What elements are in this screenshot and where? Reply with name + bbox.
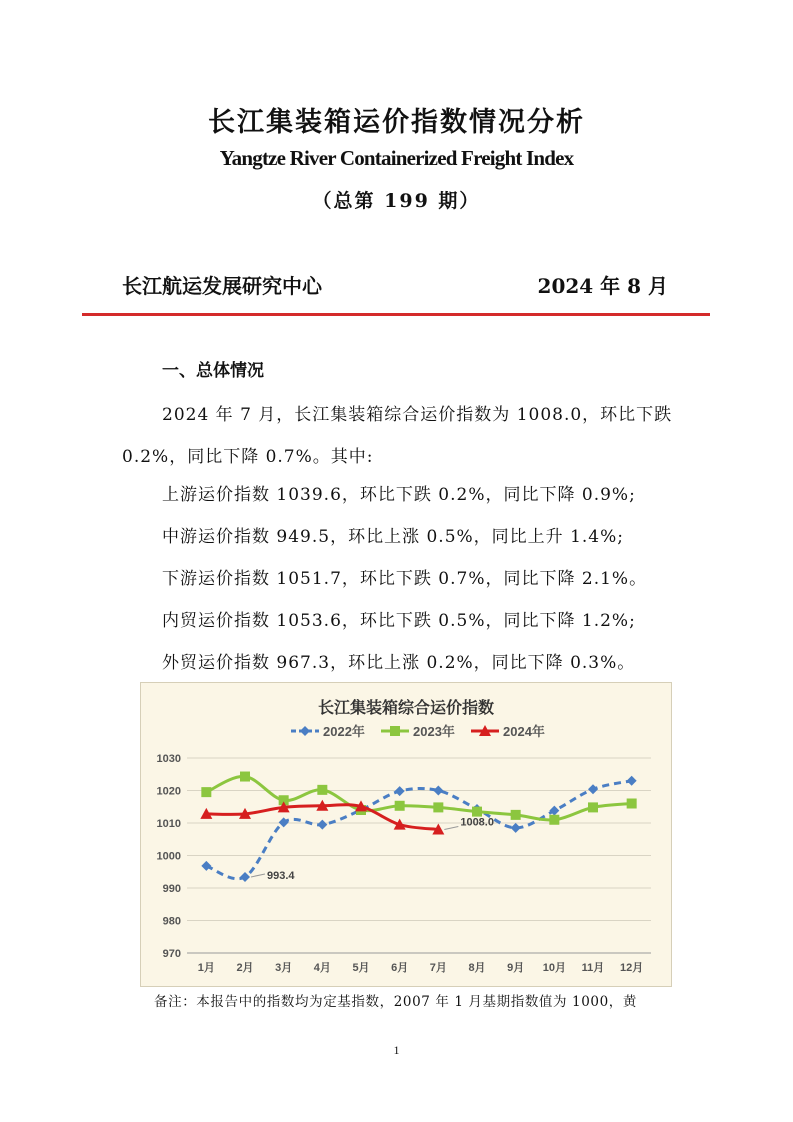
chart-title: 长江集装箱综合运价指数 xyxy=(317,700,495,717)
report-title: 长江集装箱运价指数情况分析 xyxy=(208,107,585,138)
data-label: 993.4 xyxy=(267,869,295,882)
x-tick-label: 7月 xyxy=(429,962,447,974)
x-tick-label: 3月 xyxy=(275,962,293,974)
section-heading: 一、总体情况 xyxy=(162,361,264,381)
x-tick-label: 9月 xyxy=(507,962,525,974)
x-tick-label: 12月 xyxy=(620,962,644,974)
data-point xyxy=(549,815,559,825)
annotation-leader xyxy=(444,827,458,830)
upstream-line: 上游运价指数 1039.6，环比下跌 0.2%，同比下降 0.9%; xyxy=(162,485,636,505)
data-point xyxy=(240,872,250,882)
x-tick-label: 4月 xyxy=(313,962,331,974)
x-tick-label: 10月 xyxy=(542,962,566,974)
data-point xyxy=(627,776,637,786)
chart-legend xyxy=(291,724,545,739)
data-point xyxy=(395,801,405,811)
y-tick-label: 1020 xyxy=(156,785,181,798)
chart-series xyxy=(200,772,636,882)
legend-label: 2024年 xyxy=(503,724,545,739)
summary-paragraph xyxy=(122,394,682,478)
chart-svg xyxy=(141,683,671,986)
x-tick-label: 5月 xyxy=(352,962,370,974)
x-tick-label: 1月 xyxy=(197,962,215,974)
chart-axes xyxy=(157,753,651,974)
page-number: 1 xyxy=(393,1043,400,1057)
foreign-line: 外贸运价指数 967.3，环比上涨 0.2%，同比下降 0.3%。 xyxy=(162,653,636,673)
y-tick-label: 980 xyxy=(162,915,181,928)
data-point xyxy=(472,807,482,817)
data-point xyxy=(511,810,521,820)
x-tick-label: 6月 xyxy=(391,962,409,974)
report-date: 2024 年 8 月 xyxy=(537,274,668,298)
y-tick-label: 1000 xyxy=(156,850,181,863)
report-subtitle: Yangtze River Containerized Freight Index xyxy=(219,146,574,170)
series-line-2022年 xyxy=(206,781,631,879)
legend-marker xyxy=(300,726,310,736)
downstream-line: 下游运价指数 1051.7，环比下跌 0.7%，同比下降 2.1%。 xyxy=(162,569,648,589)
midstream-line: 中游运价指数 949.5，环比上涨 0.5%，同比上升 1.4%; xyxy=(162,527,624,547)
legend-marker xyxy=(390,726,400,736)
freight-index-chart xyxy=(140,682,672,987)
data-point xyxy=(433,786,443,796)
data-point xyxy=(588,784,598,794)
y-tick-label: 1010 xyxy=(156,818,181,830)
data-point xyxy=(279,817,289,827)
x-tick-label: 2月 xyxy=(236,962,254,974)
x-tick-label: 8月 xyxy=(468,962,486,974)
data-point xyxy=(433,802,443,812)
data-point xyxy=(588,802,598,812)
data-point xyxy=(201,787,211,797)
y-tick-label: 990 xyxy=(162,883,181,895)
header-divider xyxy=(82,313,710,316)
data-point xyxy=(511,823,521,833)
data-point xyxy=(627,799,637,809)
y-tick-label: 970 xyxy=(162,948,181,960)
data-point xyxy=(201,861,211,871)
series-line-2023年 xyxy=(206,776,631,820)
data-label: 1008.0 xyxy=(460,816,494,829)
data-point xyxy=(317,820,327,830)
data-point xyxy=(240,772,250,782)
summary-text: 2024 年 7 月，长江集装箱综合运价指数为 1008.0，环比下跌 0.2%，同比下降 0.7%。其中: xyxy=(122,405,673,467)
organization: 长江航运发展研究中心 xyxy=(122,274,322,298)
issue-number: （总第 199 期） xyxy=(312,190,481,212)
x-tick-label: 11月 xyxy=(581,962,605,974)
y-tick-label: 1030 xyxy=(156,753,181,765)
legend-label: 2023年 xyxy=(413,724,455,739)
chart-annotations xyxy=(251,817,494,882)
domestic-line: 内贸运价指数 1053.6，环比下跌 0.5%，同比下降 1.2%; xyxy=(162,611,636,631)
footnote: 备注：本报告中的指数均为定基指数，2007 年 1 月基期指数值为 1000，黄 xyxy=(154,994,637,1010)
annotation-leader xyxy=(251,874,265,877)
data-point xyxy=(395,786,405,796)
legend-label: 2022年 xyxy=(323,724,365,739)
data-point xyxy=(317,785,327,795)
